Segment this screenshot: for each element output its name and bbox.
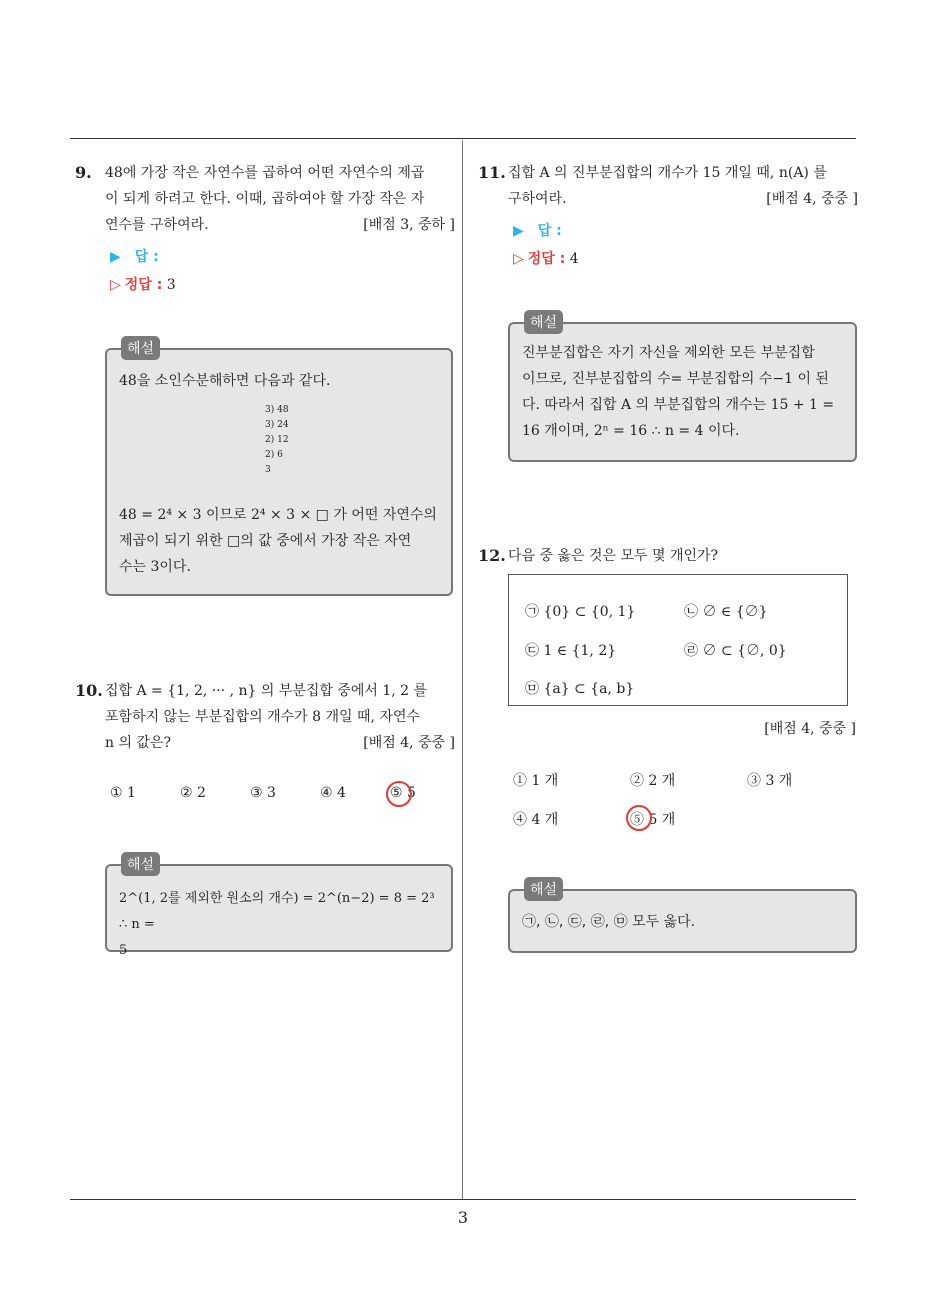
correct-label: 정답 : — [124, 277, 163, 293]
question-11 — [478, 160, 858, 212]
selected-circle-mark — [626, 805, 652, 831]
choice-label: ⑤ 5 개 — [630, 812, 676, 828]
score-meta: [배점 4, 중중 ] — [764, 721, 856, 737]
solution-box — [105, 857, 453, 958]
question-10 — [75, 678, 455, 756]
choice-1[interactable]: ① 1 — [110, 785, 136, 801]
choice-1[interactable]: ① 1 개 — [513, 773, 559, 789]
question-text: 구하여라. — [508, 191, 567, 207]
triangle-outline-icon: ▷ — [110, 277, 121, 293]
question-number: 11. — [478, 163, 506, 182]
choice-2[interactable]: ② 2 — [180, 785, 206, 801]
answer-line — [513, 220, 562, 240]
figure-line: 2) 12 — [265, 435, 289, 445]
correct-answer-line — [513, 248, 579, 268]
solution-line: 5 — [119, 943, 128, 958]
choice-5[interactable] — [390, 785, 416, 801]
statement-3: ㉢ 1 ∈ {1, 2} — [525, 643, 617, 659]
solution-tag: 해설 — [121, 336, 160, 360]
solution-tag: 해설 — [524, 310, 563, 334]
choice-3[interactable]: ③ 3 개 — [747, 773, 793, 789]
correct-answer-line — [110, 274, 176, 294]
figure-line: 3 — [265, 465, 271, 475]
choice-2[interactable]: ② 2 개 — [630, 773, 676, 789]
solution-box — [508, 315, 857, 462]
correct-value: 3 — [166, 277, 176, 293]
solution-tag: 해설 — [524, 877, 563, 901]
solution-line: 제곱이 되기 위한 □의 값 중에서 가장 작은 자연 — [119, 533, 412, 549]
statement-2: ㉡ ∅ ∈ {∅} — [684, 604, 768, 620]
score-meta: [배점 4, 중중 ] — [766, 191, 858, 207]
question-number: 12. — [478, 546, 506, 565]
bottom-rule — [70, 1199, 856, 1200]
question-text: 연수를 구하여라. — [105, 217, 209, 233]
solution-line: 이므로, 진부분집합의 수= 부분집합의 수−1 이 된 — [522, 371, 829, 387]
correct-value: 4 — [569, 251, 579, 267]
figure-line: 3) 48 — [265, 405, 289, 415]
solution-line: 수는 3이다. — [119, 559, 191, 575]
choice-5[interactable] — [630, 809, 675, 829]
solution-text: 48을 소인수분해하면 다음과 같다. — [119, 373, 331, 389]
answer-line — [110, 246, 159, 266]
solution-line: 2^(1, 2를 제외한 원소의 개수) = 2^(n−2) = 8 = 2³ ∴ n = — [119, 891, 435, 932]
statement-5: ㉤ {a} ⊂ {a, b} — [525, 681, 635, 697]
figure-line: 2) 6 — [265, 450, 283, 460]
question-9 — [75, 160, 455, 238]
solution-tag: 해설 — [121, 852, 160, 876]
question-text: 이 되게 하려고 한다. 이때, 곱하여야 할 가장 작은 자 — [105, 191, 425, 207]
figure-line: 3) 24 — [265, 420, 289, 430]
solution-line: 진부분집합은 자기 자신을 제외한 모든 부분집합 — [522, 345, 815, 361]
solution-line: 16 개이며, 2ⁿ = 16 ∴ n = 4 이다. — [522, 423, 740, 439]
solution-line: 48 = 2⁴ × 3 이므로 2⁴ × 3 × □ 가 어떤 자연수의 — [119, 507, 437, 523]
answer-label: 답 : — [537, 223, 562, 239]
solution-text — [119, 502, 439, 580]
column-divider — [462, 140, 463, 1200]
choice-3[interactable]: ③ 3 — [250, 785, 276, 801]
question-text: 다음 중 옳은 것은 모두 몇 개인가? — [508, 548, 719, 564]
top-rule — [70, 138, 856, 139]
statements-box — [508, 574, 848, 706]
question-text: 집합 A 의 진부분집합의 개수가 15 개일 때, n(A) 를 — [508, 165, 827, 181]
question-text: n 의 값은? — [105, 735, 171, 751]
solution-text — [119, 886, 439, 964]
question-text: 48에 가장 작은 자연수를 곱하여 어떤 자연수의 제곱 — [105, 165, 425, 181]
statement-4: ㉣ ∅ ⊂ {∅, 0} — [684, 643, 787, 659]
solution-text — [522, 340, 843, 444]
page-number: 3 — [457, 1208, 469, 1227]
solution-text: ㉠, ㉡, ㉢, ㉣, ㉤ 모두 옳다. — [522, 914, 696, 930]
choice-label: ⑤ 5 — [390, 785, 416, 801]
question-text: 포함하지 않는 부분집합의 개수가 8 개일 때, 자연수 — [105, 709, 420, 725]
question-number: 9. — [75, 163, 92, 182]
correct-label: 정답 : — [527, 251, 566, 267]
question-text: 집합 A = {1, 2, ··· , n} 의 부분집합 중에서 1, 2 를 — [105, 683, 428, 699]
solution-box — [508, 882, 857, 953]
play-icon: ▶ — [110, 249, 121, 265]
choice-4[interactable]: ④ 4 — [320, 785, 346, 801]
triangle-outline-icon: ▷ — [513, 251, 524, 267]
choice-4[interactable]: ④ 4 개 — [513, 812, 559, 828]
play-icon: ▶ — [513, 223, 524, 239]
statement-1: ㉠ {0} ⊂ {0, 1} — [525, 604, 636, 620]
question-number: 10. — [75, 681, 103, 700]
score-meta: [배점 3, 중하 ] — [363, 217, 455, 233]
factorization-figure — [265, 403, 305, 478]
score-meta-q12 — [700, 716, 856, 742]
score-meta: [배점 4, 중중 ] — [363, 735, 455, 751]
question-12 — [478, 543, 858, 569]
selected-circle-mark — [386, 781, 412, 807]
solution-line: 다. 따라서 집합 A 의 부분집합의 개수는 15 + 1 = — [522, 397, 835, 413]
answer-label: 답 : — [134, 249, 159, 265]
